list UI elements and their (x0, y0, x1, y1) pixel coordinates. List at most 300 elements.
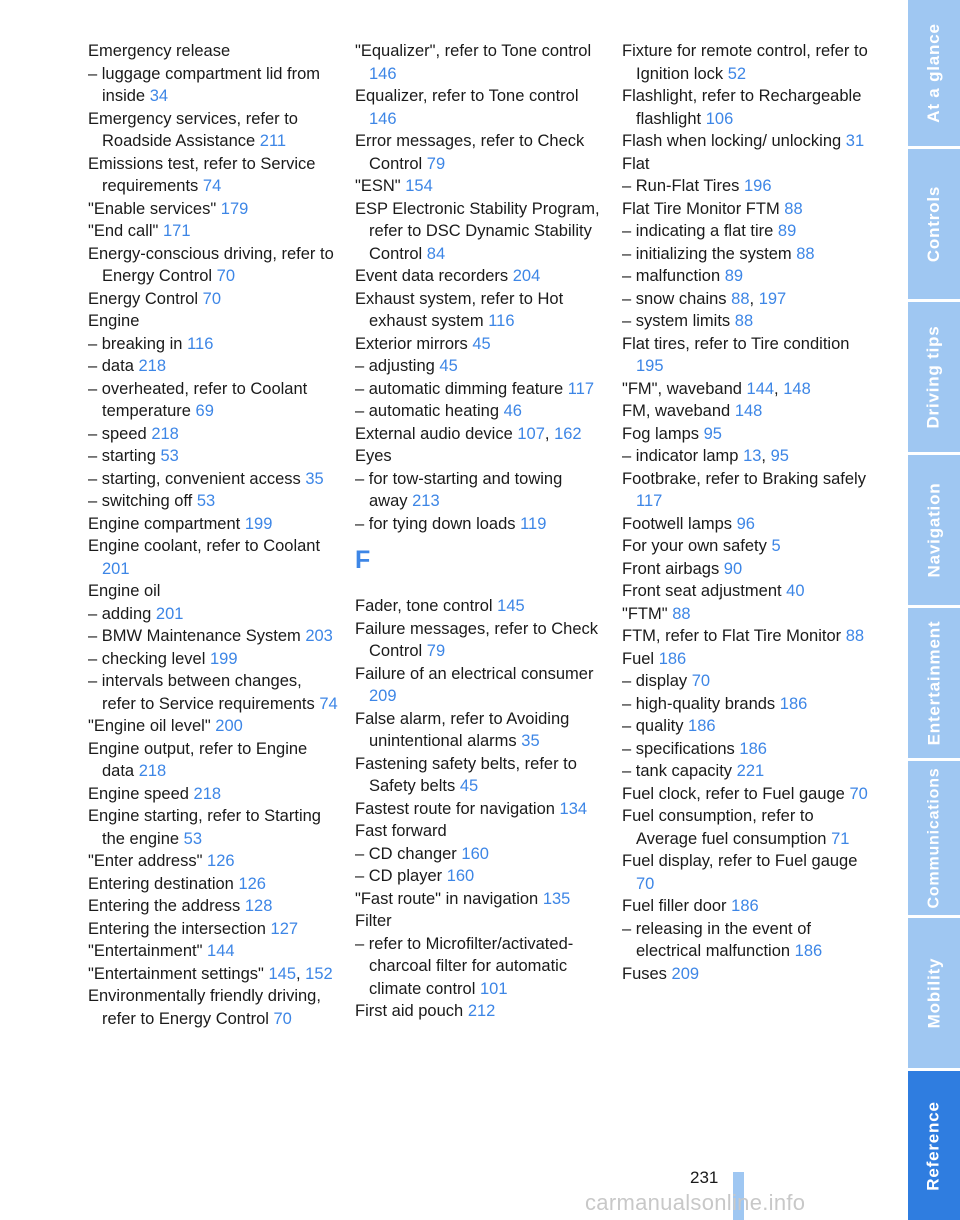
entry-text: Flashlight, refer to Rechargeable flashlight (622, 87, 862, 128)
tab-label: Navigation (924, 482, 943, 578)
entry-text: – switching off (88, 492, 197, 510)
entry-text: First aid pouch (355, 1002, 468, 1020)
entry-text: Front seat adjustment (622, 582, 787, 600)
index-entry: – indicator lamp 13, 95 (622, 447, 789, 465)
index-entry: – snow chains 88, 197 (622, 289, 787, 308)
tab-mobility[interactable] (908, 918, 960, 1068)
page-reference-link[interactable]: 74 (319, 694, 338, 713)
entry-text: – speed (88, 424, 152, 443)
index-entry (88, 738, 338, 783)
index-entry (622, 513, 872, 536)
index-entry (88, 603, 338, 626)
page-reference-link[interactable]: 69 (195, 402, 214, 420)
page-reference-link[interactable]: 128 (244, 897, 273, 915)
index-entry (355, 265, 605, 288)
entry-text: Fast forward (355, 822, 447, 840)
page-reference-link[interactable]: 160 (461, 844, 489, 863)
entry-text: Energy-conscious driving, refer to Energy Control (88, 244, 334, 285)
entry-text: Fixture for remote control, refer to Ignition lock (622, 42, 868, 83)
page-reference-link[interactable]: 127 (270, 919, 299, 938)
page-reference-link[interactable]: 70 (691, 672, 711, 690)
page-reference-link[interactable]: 162 (554, 424, 582, 443)
page-reference-link[interactable]: 89 (724, 267, 744, 285)
entry-text: Fastest route for navigation (355, 799, 560, 818)
entry-text: Footwell lamps (622, 514, 737, 533)
index-entry (622, 760, 872, 783)
entry-text: – specifications (622, 739, 740, 758)
entry-text: "FM", waveband (622, 379, 747, 398)
page-reference-link[interactable]: 116 (187, 334, 214, 353)
index-entry (622, 153, 872, 176)
page-reference-link[interactable]: 90 (723, 559, 743, 578)
index-entry (355, 333, 605, 356)
page-reference-link[interactable]: 79 (426, 642, 446, 660)
entry-text: "Enter address" (88, 852, 208, 870)
entry-text: – high-quality brands (622, 694, 780, 713)
entry-text: – tank capacity (622, 762, 737, 780)
entry-text: Failure messages, refer to Check Control (355, 619, 599, 660)
entry-text: – indicating a flat tire (622, 222, 778, 240)
index-entry (622, 40, 872, 85)
page-reference-link[interactable]: 195 (636, 357, 664, 375)
page-reference-link[interactable]: 201 (155, 604, 184, 623)
page-reference-link[interactable]: 45 (439, 357, 458, 375)
index-entry (355, 445, 605, 468)
tab-label: Reference (924, 1100, 944, 1191)
index-entry (88, 648, 338, 671)
page-reference-link[interactable]: 116 (488, 312, 515, 330)
index-entry (355, 708, 605, 753)
page-reference-link[interactable]: 200 (215, 717, 243, 735)
page-reference-link[interactable]: 96 (736, 514, 755, 533)
page-reference-link[interactable]: 53 (196, 492, 216, 510)
index-entry (622, 333, 872, 378)
page-reference-link[interactable]: 146 (369, 64, 397, 83)
entry-text: – automatic heating (355, 402, 504, 420)
page-reference-link[interactable]: 201 (102, 559, 130, 578)
page-reference-link[interactable]: 101 (479, 979, 508, 998)
entry-text: – releasing in the event of electrical malfunction (622, 919, 811, 960)
page-reference-link[interactable]: 186 (688, 717, 716, 735)
page-reference-link[interactable]: 106 (705, 109, 734, 128)
page-reference-link[interactable]: 88 (784, 199, 803, 218)
entry-text: – data (88, 357, 139, 375)
index-entry (355, 513, 605, 536)
index-entry (622, 400, 872, 423)
tab-controls[interactable] (908, 149, 960, 299)
page-reference-link[interactable]: 88 (796, 244, 815, 263)
entry-text: "ESN" (355, 177, 406, 195)
entry-text: ESP Electronic Stability Program, refer to DSC Dynamic Stability Control (355, 199, 600, 263)
page-reference-link[interactable]: 95 (770, 447, 789, 465)
entry-text: – for tow-starting and towing away (355, 469, 563, 510)
page-reference-link[interactable]: 160 (446, 867, 475, 885)
entry-text: Exhaust system, refer to Hot exhaust system (355, 289, 564, 330)
index-column-3 (622, 40, 872, 985)
entry-text: Fog lamps (622, 424, 704, 443)
index-entry (622, 535, 872, 558)
entry-text: Engine output, refer to Engine data (88, 739, 308, 780)
index-entry (355, 198, 605, 266)
entry-text: Engine (88, 312, 140, 330)
index-entry (355, 843, 605, 866)
index-entry (88, 513, 338, 536)
index-entry (88, 153, 338, 198)
entry-text: False alarm, refer to Avoiding unintentional alarms (355, 709, 570, 750)
index-entry (355, 753, 605, 798)
index-entry: External audio device 107, 162 (355, 424, 582, 443)
index-entry (622, 783, 872, 806)
page-reference-link[interactable]: 45 (472, 334, 491, 353)
page-reference-link[interactable]: 144 (746, 379, 775, 398)
index-entry (622, 670, 872, 693)
index-entry (355, 888, 605, 911)
page-reference-link[interactable]: 107 (517, 424, 545, 443)
index-entry (622, 693, 872, 716)
entry-text: Front airbags (622, 559, 724, 578)
entry-text: "Enable services" (88, 199, 221, 218)
index-entry (355, 865, 605, 888)
page-reference-link[interactable]: 144 (207, 942, 235, 960)
page-reference-link[interactable]: 148 (783, 379, 811, 398)
index-entry (622, 558, 872, 581)
tab-driving-tips[interactable] (908, 302, 960, 452)
page-reference-link[interactable]: 203 (305, 627, 333, 645)
index-entry (88, 625, 338, 648)
page-reference-link[interactable]: 221 (736, 762, 765, 780)
index-entry (88, 355, 338, 378)
entry-text: Entering destination (88, 874, 239, 893)
entry-text: Entering the address (88, 897, 245, 915)
page-reference-link[interactable]: 186 (779, 694, 808, 713)
tab-reference[interactable] (908, 1071, 960, 1220)
index-entry (355, 468, 605, 513)
page-reference-link[interactable]: 186 (794, 942, 823, 960)
page-reference-link[interactable]: 34 (149, 87, 169, 105)
page-reference-link[interactable]: 148 (734, 402, 763, 420)
page-reference-link[interactable]: 31 (845, 132, 865, 150)
entry-text: – intervals between changes, refer to Service requirements (88, 672, 320, 713)
page-reference-link[interactable]: 95 (703, 424, 722, 443)
entry-text: Fader, tone control (355, 597, 498, 615)
page-reference-link[interactable]: 88 (734, 312, 754, 330)
entry-text: Energy Control (88, 289, 203, 308)
entry-text: – snow chains (622, 289, 732, 308)
entry-text: Entering the intersection (88, 919, 271, 938)
index-entry (88, 490, 338, 513)
page-reference-link[interactable]: 119 (520, 514, 547, 533)
page-reference-link[interactable]: 152 (305, 964, 333, 983)
page-reference-link[interactable]: 35 (305, 469, 324, 488)
index-entry (355, 400, 605, 423)
index-entry (622, 468, 872, 513)
index-entry (622, 220, 872, 243)
entry-text: Emergency release (88, 42, 231, 60)
page-reference-link[interactable]: 40 (786, 582, 805, 600)
page-reference-link[interactable]: 71 (831, 829, 850, 848)
page-reference-link[interactable]: 211 (259, 132, 287, 150)
entry-text: Environmentally friendly driving, refer to Energy Control (88, 987, 321, 1028)
entry-text: – indicator lamp (622, 447, 744, 465)
page-reference-link[interactable]: 218 (193, 784, 222, 803)
index-entry (355, 130, 605, 175)
entry-text: Engine oil (88, 582, 161, 600)
page-reference-link[interactable]: 199 (210, 649, 238, 668)
page-reference-link[interactable]: 70 (273, 1009, 292, 1028)
entry-text: – quality (622, 717, 689, 735)
index-entry (88, 940, 338, 963)
page-reference-link[interactable]: 84 (426, 244, 446, 263)
entry-text: For your own safety (622, 537, 772, 555)
entry-text: "FTM" (622, 604, 673, 623)
entry-text: – starting (88, 447, 161, 465)
entry-text: – CD changer (355, 844, 462, 863)
entry-text: – initializing the system (622, 244, 797, 263)
page-reference-link[interactable]: 53 (183, 829, 203, 848)
index-entry (622, 130, 872, 153)
index-entry (355, 355, 605, 378)
page-reference-link[interactable]: 79 (426, 154, 446, 173)
entry-text: "Entertainment" (88, 942, 208, 960)
entry-text: Fuel (622, 649, 659, 668)
page-reference-link[interactable]: 88 (845, 627, 865, 645)
entry-text: Engine compartment (88, 514, 245, 533)
entry-text: – checking level (88, 649, 210, 668)
index-entry (622, 918, 872, 963)
page-reference-link[interactable]: 218 (151, 424, 179, 443)
index-entry (88, 243, 338, 288)
entry-text: Event data recorders (355, 267, 513, 285)
entry-text: – adding (88, 604, 156, 623)
index-entry (622, 198, 872, 221)
entry-text: FTM, refer to Flat Tire Monitor (622, 627, 846, 645)
index-entry (88, 423, 338, 446)
index-entry (88, 468, 338, 491)
page-reference-link[interactable]: 88 (672, 604, 691, 623)
index-entry (88, 220, 338, 243)
entry-text: Fuel clock, refer to Fuel gauge (622, 784, 850, 803)
index-entry (88, 985, 338, 1030)
index-entry (355, 595, 605, 618)
index-entry (622, 175, 872, 198)
entry-text: – display (622, 672, 692, 690)
entry-text: – overheated, refer to Coolant temperature (88, 379, 308, 420)
watermark: carmanualsonline.info (585, 1190, 806, 1215)
entry-text: Flat Tire Monitor FTM (622, 199, 785, 218)
page-reference-link[interactable]: 70 (849, 784, 868, 803)
entry-text: Engine speed (88, 784, 194, 803)
index-entry (355, 40, 605, 85)
index-entry (622, 310, 872, 333)
index-entry (355, 378, 605, 401)
entry-text: Fuel filler door (622, 897, 732, 915)
entry-text: "Entertainment settings" (88, 964, 269, 983)
entry-text: External audio device (355, 424, 518, 443)
index-entry (88, 918, 338, 941)
tab-label: At a glance (924, 23, 943, 123)
entry-text: Engine starting, refer to Starting the engine (88, 807, 321, 848)
entry-text: – malfunction (622, 267, 725, 285)
entry-text: Equalizer, refer to Tone control (355, 87, 579, 105)
page-reference-link[interactable]: 209 (369, 687, 397, 705)
index-entry (355, 1000, 605, 1023)
page-reference-link[interactable]: 117 (636, 492, 663, 510)
page-reference-link[interactable]: 204 (512, 267, 541, 285)
index-entry (355, 798, 605, 821)
tab-navigation[interactable] (908, 455, 960, 605)
page-reference-link[interactable]: 45 (459, 777, 479, 795)
page-reference-link[interactable]: 52 (727, 64, 747, 83)
index-entry (88, 783, 338, 806)
entry-text: Fuel consumption, refer to Average fuel consumption (622, 807, 832, 848)
index-entry (622, 738, 872, 761)
entry-text: Flash when locking/ unlocking (622, 132, 846, 150)
index-entry (355, 910, 605, 933)
entry-text: – CD player (355, 867, 447, 885)
entry-text: Fuses (622, 964, 672, 983)
page-reference-link[interactable]: 146 (369, 109, 397, 128)
tab-label: Entertainment (924, 620, 944, 746)
index-entry (88, 288, 338, 311)
page-reference-link[interactable]: 70 (636, 874, 655, 893)
page-reference-link[interactable]: 126 (238, 874, 266, 893)
index-entry (88, 873, 338, 896)
index-entry (88, 333, 338, 356)
page-reference-link[interactable]: 186 (658, 649, 687, 668)
page-reference-link[interactable]: 13 (743, 447, 762, 465)
index-entry: "Entertainment settings" 145, 152 (88, 964, 333, 983)
entry-text: – BMW Maintenance System (88, 627, 306, 645)
page-reference-link[interactable]: 145 (268, 964, 296, 983)
page-reference-link[interactable]: 186 (731, 897, 759, 915)
index-entry (88, 670, 338, 715)
page-reference-link[interactable]: 197 (758, 289, 787, 308)
page-reference-link[interactable]: 89 (777, 222, 797, 240)
index-entry (88, 895, 338, 918)
entry-text: Flat (622, 154, 650, 173)
page-reference-link[interactable]: 213 (412, 492, 440, 510)
index-entry (622, 648, 872, 671)
entry-text: Flat tires, refer to Tire condition (622, 334, 850, 353)
index-entry: "FM", waveband 144, 148 (622, 379, 811, 398)
entry-text: Footbrake, refer to Braking safely (622, 469, 866, 488)
page-reference-link[interactable]: 74 (202, 177, 222, 195)
page-reference-link[interactable]: 70 (202, 289, 221, 308)
entry-text: Engine coolant, refer to Coolant (88, 537, 321, 555)
index-entry (355, 85, 605, 130)
index-column-1 (88, 40, 338, 1030)
index-column-2-f-entries (355, 595, 605, 1023)
entry-text: "Equalizer", refer to Tone control (355, 42, 592, 60)
index-entry (88, 445, 338, 468)
page-reference-link[interactable]: 126 (207, 852, 235, 870)
index-entry (622, 580, 872, 603)
page-reference-link[interactable]: 186 (739, 739, 767, 758)
page-reference-link[interactable]: 179 (220, 199, 249, 218)
page-reference-link[interactable]: 218 (138, 762, 167, 780)
page-reference-link[interactable]: 171 (163, 222, 191, 240)
page-reference-link[interactable]: 35 (521, 732, 540, 750)
index-entry (88, 108, 338, 153)
page-reference-link[interactable]: 70 (216, 267, 235, 285)
index-entry (88, 198, 338, 221)
entry-text: – adjusting (355, 357, 440, 375)
page-reference-link[interactable]: 199 (244, 514, 273, 533)
index-column-2 (355, 40, 605, 1023)
index-letter-f: F (355, 546, 371, 574)
index-entry (88, 40, 338, 63)
index-entry (622, 265, 872, 288)
page-reference-link[interactable]: 212 (467, 1002, 496, 1020)
tab-label: Driving tips (924, 325, 944, 429)
section-tab-bar (908, 0, 960, 1220)
index-entry (622, 423, 872, 446)
entry-text: – breaking in (88, 334, 188, 353)
index-entry (622, 603, 872, 626)
index-entry (355, 663, 605, 708)
page-reference-link[interactable]: 209 (671, 964, 700, 983)
index-entry (622, 895, 872, 918)
index-entry (355, 288, 605, 333)
index-entry (622, 805, 872, 850)
tab-label: Controls (924, 185, 944, 263)
entry-text: Emergency services, refer to Roadside Assistance (88, 109, 298, 150)
tab-entertainment[interactable] (908, 608, 960, 758)
index-entry (88, 63, 338, 108)
page-reference-link[interactable]: 46 (503, 402, 522, 420)
entry-text: – for tying down loads (355, 514, 521, 533)
index-entry (622, 850, 872, 895)
index-entry (88, 535, 338, 580)
index-entry (88, 310, 338, 333)
tab-label: Communications (925, 767, 942, 909)
page-reference-link[interactable]: 218 (138, 357, 166, 375)
entry-text: FM, waveband (622, 402, 735, 420)
entry-text: – system limits (622, 312, 735, 330)
page-reference-link[interactable]: 88 (731, 289, 750, 308)
index-entry (355, 933, 605, 1001)
entry-text: Error messages, refer to Check Control (355, 132, 585, 173)
page-reference-link[interactable]: 117 (567, 379, 595, 398)
entry-text: "End call" (88, 222, 163, 240)
entry-text: Fastening safety belts, refer to Safety belts (355, 754, 577, 795)
page-reference-link[interactable]: 154 (405, 177, 433, 195)
page-reference-link[interactable]: 196 (743, 177, 772, 195)
entry-text: Exterior mirrors (355, 334, 473, 353)
page-reference-link[interactable]: 5 (771, 537, 781, 555)
index-entry (622, 715, 872, 738)
entry-text: Filter (355, 912, 392, 930)
page-number: 231 (690, 1168, 719, 1187)
page-reference-link[interactable]: 145 (497, 597, 525, 615)
page-reference-link[interactable]: 53 (160, 447, 179, 465)
page-reference-link[interactable]: 134 (559, 799, 588, 818)
entry-text: Eyes (355, 447, 392, 465)
index-entry (622, 963, 872, 986)
index-entry (622, 625, 872, 648)
index-column-2-e-entries (355, 40, 605, 535)
tab-communications[interactable] (908, 761, 960, 915)
tab-at-a-glance[interactable] (908, 0, 960, 146)
index-entry (355, 820, 605, 843)
entry-text: Emissions test, refer to Service requirements (88, 154, 316, 195)
entry-text: Failure of an electrical consumer (355, 664, 594, 683)
page-reference-link[interactable]: 135 (542, 889, 571, 908)
index-entry (355, 618, 605, 663)
entry-text: "Engine oil level" (88, 717, 216, 735)
entry-text: "Fast route" in navigation (355, 889, 543, 908)
entry-text: Fuel display, refer to Fuel gauge (622, 852, 858, 870)
